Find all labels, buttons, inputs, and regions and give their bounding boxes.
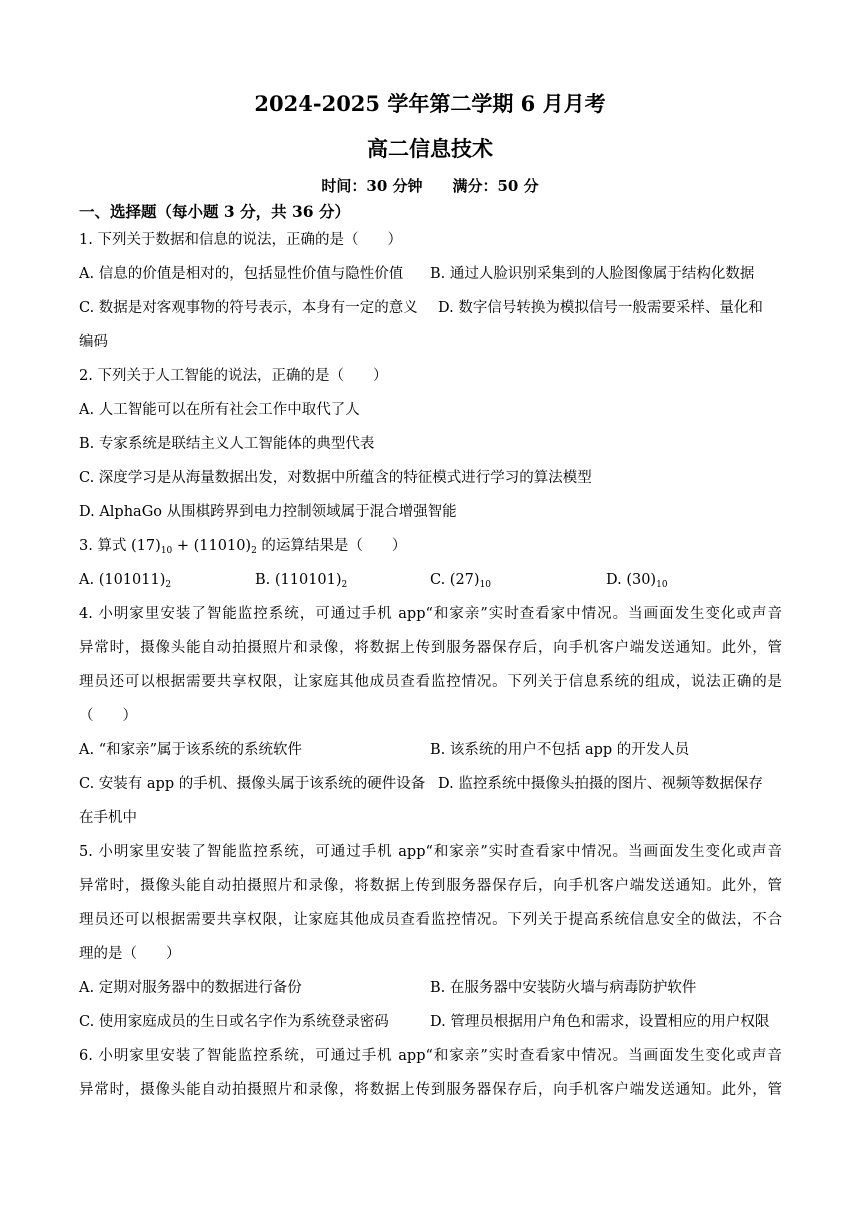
q4-option-a: A. “和家亲”属于该系统的系统软件	[79, 742, 303, 758]
q1-option-d: D. 数字信号转换为模拟信号一般需要采样、量化和	[438, 300, 763, 316]
exam-score: 满分：50 分	[452, 177, 539, 195]
q1-option-d-cont: 编码	[79, 334, 108, 350]
q3-option-d-base: 10	[656, 580, 668, 590]
q2-option-b: B. 专家系统是联结主义人工智能体的典型代表	[79, 436, 375, 452]
exam-meta	[0, 175, 860, 196]
q4-option-c: C. 安装有 app 的手机、摄像头属于该系统的硬件设备	[79, 776, 426, 792]
q5-option-b: B. 在服务器中安装防火墙与病毒防护软件	[430, 980, 697, 996]
q4-option-d-cont: 在手机中	[79, 810, 137, 826]
q3-option-b-base: 2	[341, 580, 348, 590]
q2-option-a: A. 人工智能可以在所有社会工作中取代了人	[79, 402, 360, 418]
q5-option-a: A. 定期对服务器中的数据进行备份	[79, 980, 302, 996]
q4-stem-line4: （ ）	[79, 708, 137, 724]
q3-stem	[79, 536, 406, 556]
q1-option-c: C. 数据是对客观事物的符号表示，本身有一定的意义	[79, 300, 418, 316]
q6-stem-line2: 异常时，摄像头能自动拍摄照片和录像，将数据上传到服务器保存后，向手机客户端发送通知。此外，管	[79, 1082, 782, 1098]
section-title: 一、选择题（每小题 3 分，共 36 分）	[79, 202, 350, 221]
q4-option-b: B. 该系统的用户不包括 app 的开发人员	[430, 742, 690, 758]
q3-base-2: 2	[251, 546, 257, 556]
q1-stem: 1. 下列关于数据和信息的说法，正确的是（ ）	[79, 232, 402, 248]
q3-option-c-text: C. (27)	[430, 572, 480, 588]
q3-option-b	[255, 570, 347, 590]
q2-option-d: D. AlphaGo 从围棋跨界到电力控制领域属于混合增强智能	[79, 504, 457, 520]
q3-option-d-text: D. (30)	[606, 572, 657, 588]
q1-option-a: A. 信息的价值是相对的，包括显性价值与隐性价值	[79, 266, 404, 282]
q2-stem: 2. 下列关于人工智能的说法，正确的是（ ）	[79, 368, 388, 384]
exam-time: 时间：30 分钟	[321, 177, 423, 195]
q4-stem-line2: 异常时，摄像头能自动拍摄照片和录像，将数据上传到服务器保存后，向手机客户端发送通知。此外，管	[79, 640, 782, 656]
q3-option-d	[606, 570, 668, 590]
q3-option-b-text: B. (110101)	[255, 572, 342, 588]
q3-base-10: 10	[160, 546, 173, 556]
q3-option-a	[79, 570, 171, 590]
q3-option-a-base: 2	[165, 580, 172, 590]
q3-option-c	[430, 570, 491, 590]
q4-option-d: D. 监控系统中摄像头拍摄的图片、视频等数据保存	[438, 776, 763, 792]
q5-stem-line1: 5. 小明家里安装了智能监控系统，可通过手机 app“和家亲”实时查看家中情况。当画面发生变化或声音	[79, 844, 782, 860]
q1-option-b: B. 通过人脸识别采集到的人脸图像属于结构化数据	[430, 266, 755, 282]
q5-option-d: D. 管理员根据用户角色和需求，设置相应的用户权限	[430, 1014, 770, 1030]
q3-stem-part3: 的运算结果是（ ）	[256, 538, 407, 554]
exam-subject: 高二信息技术	[367, 136, 493, 161]
q5-stem-line4: 理的是（ ）	[79, 946, 181, 962]
exam-title: 2024-2025 学年第二学期 6 月月考	[254, 91, 606, 116]
q4-stem-line3: 理员还可以根据需要共享权限，让家庭其他成员查看监控情况。下列关于信息系统的组成，说法正确的是	[79, 674, 782, 690]
q3-option-c-base: 10	[479, 580, 492, 590]
q5-option-c: C. 使用家庭成员的生日或名字作为系统登录密码	[79, 1014, 389, 1030]
q3-stem-part2: + (11010)	[172, 538, 252, 554]
q3-option-a-text: A. (101011)	[79, 572, 166, 588]
q6-stem-line1: 6. 小明家里安装了智能监控系统，可通过手机 app“和家亲”实时查看家中情况。当画面发生变化或声音	[79, 1048, 782, 1064]
q4-stem-line1: 4. 小明家里安装了智能监控系统，可通过手机 app“和家亲”实时查看家中情况。当画面发生变化或声音	[79, 606, 782, 622]
q5-stem-line2: 异常时，摄像头能自动拍摄照片和录像，将数据上传到服务器保存后，向手机客户端发送通知。此外，管	[79, 878, 782, 894]
q2-option-c: C. 深度学习是从海量数据出发，对数据中所蕴含的特征模式进行学习的算法模型	[79, 470, 592, 486]
q5-stem-line3: 理员还可以根据需要共享权限，让家庭其他成员查看监控情况。下列关于提高系统信息安全的做法，不合	[79, 912, 782, 928]
q3-stem-part1: 3. 算式 (17)	[79, 538, 161, 554]
